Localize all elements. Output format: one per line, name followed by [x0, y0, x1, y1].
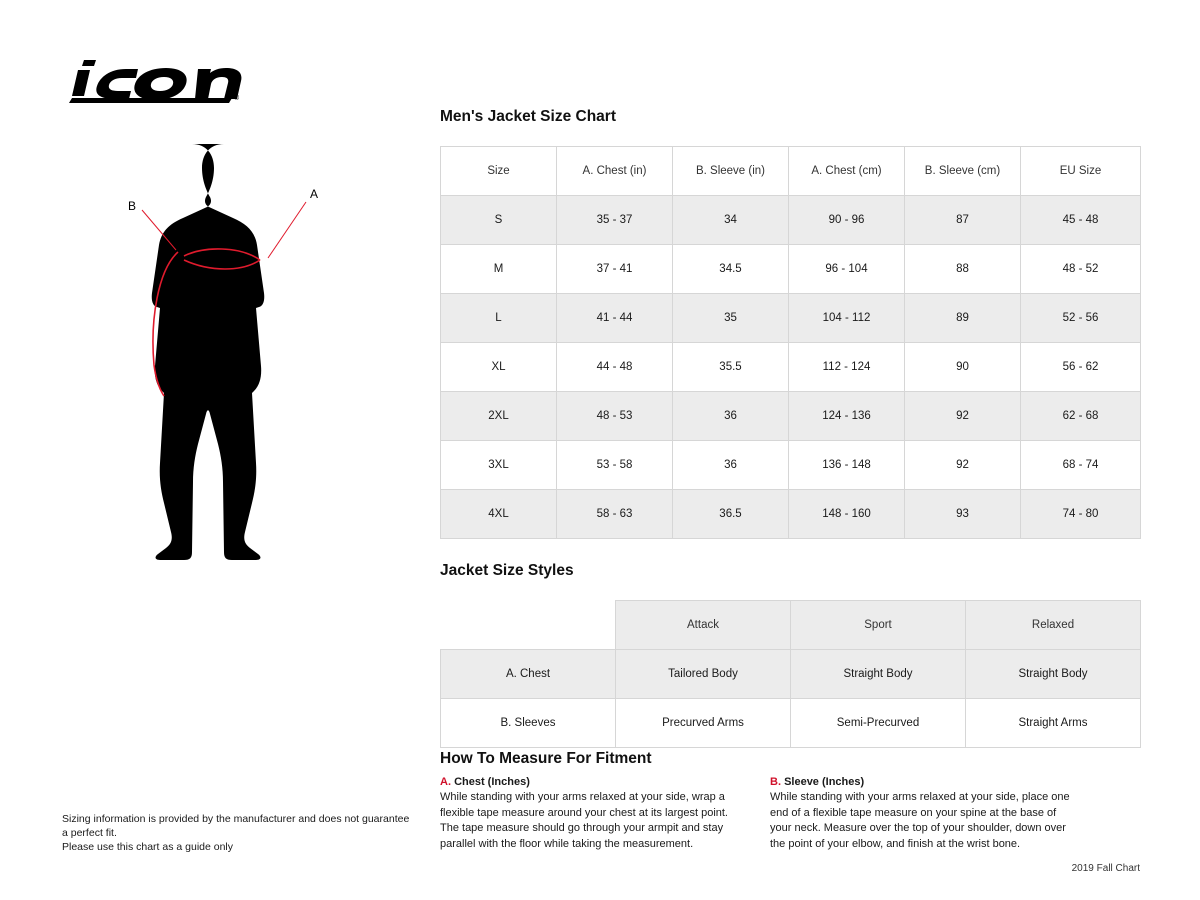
measure-heading — [770, 776, 1070, 788]
cell-chest-cm: 148 - 160 — [789, 490, 905, 539]
cell-chest-in: 35 - 37 — [557, 196, 673, 245]
cell-eu-size: 56 - 62 — [1021, 343, 1141, 392]
measure-body: While standing with your arms relaxed at your side, place one end of a flexible tape measure on your spine at the base of your neck. Measure over the top of your shoulder, down over the point of your elbow, and finish at the wrist bone. — [770, 791, 1070, 850]
cell-eu-size: 62 - 68 — [1021, 392, 1141, 441]
cell-size: 4XL — [441, 490, 557, 539]
cell-chest-cm: 136 - 148 — [789, 441, 905, 490]
cell-chest-cm: 104 - 112 — [789, 294, 905, 343]
cell-sleeve-cm: 88 — [905, 245, 1021, 294]
cell-sleeve-cm: 93 — [905, 490, 1021, 539]
measure-block-chest — [440, 776, 740, 852]
measure-block-sleeve — [770, 776, 1070, 852]
cell-chest-cm: 112 - 124 — [789, 343, 905, 392]
column-header: EU Size — [1021, 147, 1141, 196]
table-row — [441, 490, 1141, 539]
empty-corner-cell — [441, 601, 616, 650]
table-header-row — [441, 147, 1141, 196]
cell-size: XL — [441, 343, 557, 392]
cell-sleeve-in: 36.5 — [673, 490, 789, 539]
style-cell: Tailored Body — [616, 650, 791, 699]
left-panel — [0, 0, 440, 900]
disclaimer-line-2: Please use this chart as a guide only — [62, 841, 234, 854]
cell-eu-size: 68 - 74 — [1021, 441, 1141, 490]
style-header-row — [441, 601, 1141, 650]
right-panel — [440, 0, 1200, 900]
table-row — [441, 294, 1141, 343]
measure-heading-text: Chest (Inches) — [454, 776, 530, 788]
cell-eu-size: 52 - 56 — [1021, 294, 1141, 343]
measure-title: How To Measure For Fitment — [440, 750, 652, 767]
style-row-label: A. Chest — [441, 650, 616, 699]
measure-marker: B. — [770, 776, 781, 788]
style-cell: Straight Arms — [966, 699, 1141, 748]
cell-sleeve-in: 34 — [673, 196, 789, 245]
style-cell: Precurved Arms — [616, 699, 791, 748]
style-cell: Straight Body — [966, 650, 1141, 699]
cell-eu-size: 45 - 48 — [1021, 196, 1141, 245]
column-header: B. Sleeve (cm) — [905, 147, 1021, 196]
cell-chest-cm: 90 - 96 — [789, 196, 905, 245]
measure-heading — [440, 776, 740, 788]
cell-sleeve-in: 35.5 — [673, 343, 789, 392]
table-row — [441, 699, 1141, 748]
styles-title: Jacket Size Styles — [440, 562, 574, 579]
cell-chest-in: 58 - 63 — [557, 490, 673, 539]
cell-sleeve-in: 36 — [673, 441, 789, 490]
column-header: B. Sleeve (in) — [673, 147, 789, 196]
cell-sleeve-in: 34.5 — [673, 245, 789, 294]
measure-instructions — [440, 776, 1140, 852]
cell-sleeve-cm: 90 — [905, 343, 1021, 392]
cell-chest-in: 48 - 53 — [557, 392, 673, 441]
style-row-label: B. Sleeves — [441, 699, 616, 748]
cell-eu-size: 74 - 80 — [1021, 490, 1141, 539]
disclaimer-line-1: Sizing information is provided by the manufacturer and does not guarantee a perfect fit. — [62, 813, 410, 840]
jacket-size-table — [440, 146, 1141, 539]
cell-size: 2XL — [441, 392, 557, 441]
cell-sleeve-in: 35 — [673, 294, 789, 343]
cell-sleeve-cm: 92 — [905, 392, 1021, 441]
body-silhouette — [152, 144, 265, 560]
table-row — [441, 392, 1141, 441]
style-cell: Semi-Precurved — [791, 699, 966, 748]
table-row — [441, 343, 1141, 392]
cell-sleeve-cm: 89 — [905, 294, 1021, 343]
footer-note: 2019 Fall Chart — [1071, 863, 1140, 874]
cell-chest-cm: 96 - 104 — [789, 245, 905, 294]
cell-sleeve-cm: 87 — [905, 196, 1021, 245]
style-header-relaxed: Relaxed — [966, 601, 1141, 650]
table-row — [441, 196, 1141, 245]
cell-chest-in: 41 - 44 — [557, 294, 673, 343]
measure-heading-text: Sleeve (Inches) — [784, 776, 865, 788]
jacket-style-table — [440, 600, 1141, 748]
cell-sleeve-in: 36 — [673, 392, 789, 441]
callout-label-a: A — [310, 187, 319, 201]
cell-sleeve-cm: 92 — [905, 441, 1021, 490]
style-header-sport: Sport — [791, 601, 966, 650]
disclaimer — [62, 812, 412, 855]
icon-logo — [62, 52, 242, 104]
column-header: A. Chest (cm) — [789, 147, 905, 196]
cell-eu-size: 48 - 52 — [1021, 245, 1141, 294]
cell-size: M — [441, 245, 557, 294]
cell-chest-in: 37 - 41 — [557, 245, 673, 294]
page-title: Men's Jacket Size Chart — [440, 108, 616, 125]
table-row — [441, 650, 1141, 699]
cell-size: S — [441, 196, 557, 245]
table-row — [441, 245, 1141, 294]
measure-body: While standing with your arms relaxed at your side, wrap a flexible tape measure around your chest at its largest point. The tape measure should go through your armpit and stay parallel with the floor while taking the measurement. — [440, 791, 728, 850]
style-cell: Straight Body — [791, 650, 966, 699]
measurement-figure — [120, 140, 380, 640]
column-header: Size — [441, 147, 557, 196]
cell-chest-cm: 124 - 136 — [789, 392, 905, 441]
callout-label-b: B — [128, 199, 137, 213]
style-header-attack: Attack — [616, 601, 791, 650]
trademark-symbol: ® — [234, 95, 240, 102]
measure-marker: A. — [440, 776, 451, 788]
cell-size: 3XL — [441, 441, 557, 490]
cell-chest-in: 53 - 58 — [557, 441, 673, 490]
column-header: A. Chest (in) — [557, 147, 673, 196]
cell-chest-in: 44 - 48 — [557, 343, 673, 392]
cell-size: L — [441, 294, 557, 343]
table-row — [441, 441, 1141, 490]
